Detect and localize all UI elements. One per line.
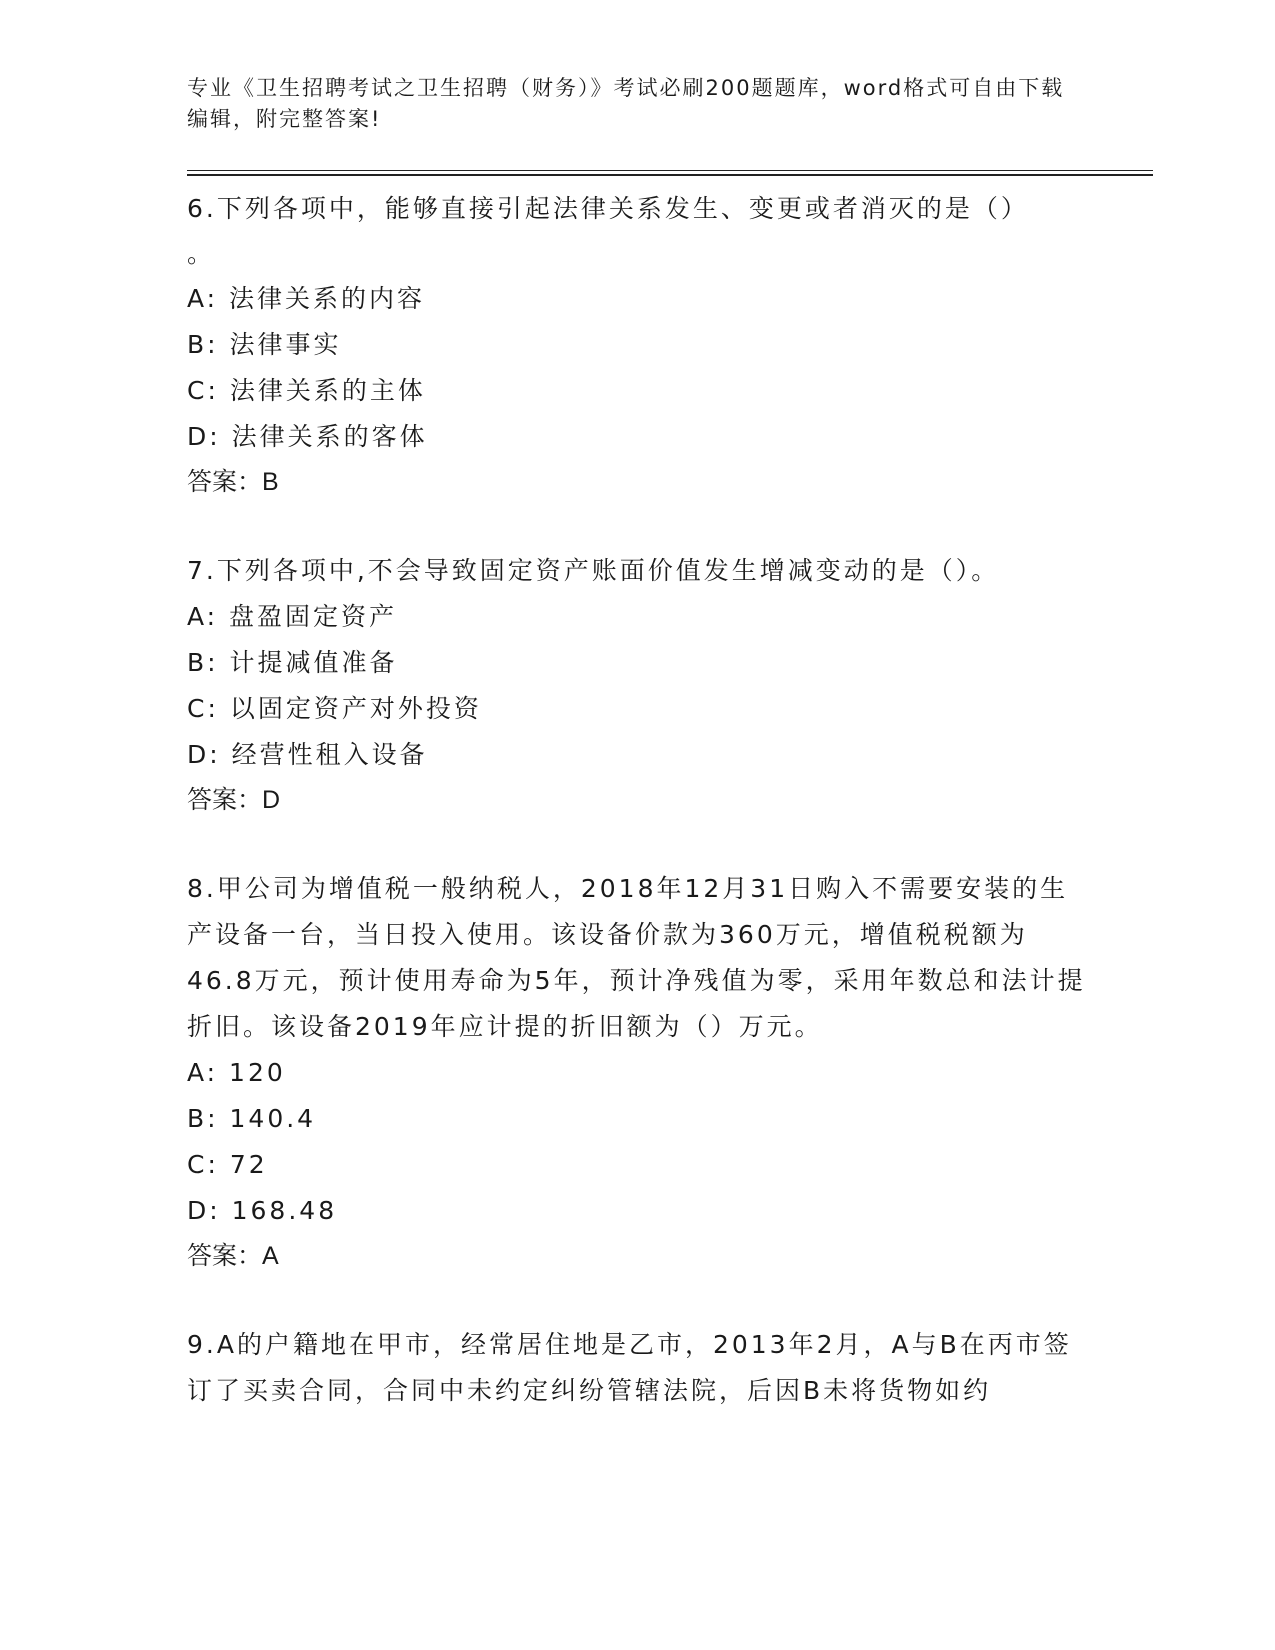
- option-a: A: 120: [187, 1058, 286, 1087]
- header-divider-thin: [187, 170, 1153, 171]
- option-a: A: 盘盈固定资产: [187, 602, 398, 631]
- question-stem: 8.甲公司为增值税一般纳税人，2018年12月31日购入不需要安装的生产设备一台，当日投入使用。该设备价款为360万元，增值税税额为46.8万元，预计使用寿命为5年，预计净残值为零，采用年数总和法计提折旧。该设备2019年应计提的折旧额为（）万元。: [187, 874, 1086, 1041]
- option-a: A: 法律关系的内容: [187, 284, 426, 313]
- answer-line: 答案：A: [187, 1242, 279, 1270]
- option-c: C: 72: [187, 1150, 268, 1179]
- question-list: [187, 186, 1087, 1458]
- document-header: 专业《卫生招聘考试之卫生招聘（财务）》考试必刷200题题库，word格式可自由下载编辑，附完整答案!: [187, 76, 1065, 131]
- header-divider-thick: [187, 174, 1153, 176]
- answer-line: 答案：B: [187, 468, 279, 496]
- question-8: [187, 866, 1087, 1278]
- question-stem: 9.A的户籍地在甲市，经常居住地是乙市，2013年2月，A与B在丙市签订了买卖合同，合同中未约定纠纷管辖法院，后因B未将货物如约: [187, 1330, 1072, 1405]
- question-6: [187, 186, 1087, 504]
- option-d: D: 168.48: [187, 1196, 338, 1225]
- question-stem: 6.下列各项中，能够直接引起法律关系发生、变更或者消灭的是（）: [187, 194, 1029, 223]
- option-d: D: 经营性租入设备: [187, 740, 428, 769]
- question-stem: 7.下列各项中,不会导致固定资产账面价值发生增减变动的是（）。: [187, 556, 1000, 585]
- option-b: B: 计提减值准备: [187, 648, 398, 677]
- option-d: D: 法律关系的客体: [187, 422, 428, 451]
- option-c: C: 法律关系的主体: [187, 376, 426, 405]
- option-c: C: 以固定资产对外投资: [187, 694, 482, 723]
- question-stem-suffix: 。: [187, 239, 213, 268]
- option-b: B: 140.4: [187, 1104, 317, 1133]
- question-7: [187, 548, 1087, 822]
- question-9: [187, 1322, 1087, 1414]
- answer-line: 答案：D: [187, 786, 281, 814]
- option-b: B: 法律事实: [187, 330, 342, 359]
